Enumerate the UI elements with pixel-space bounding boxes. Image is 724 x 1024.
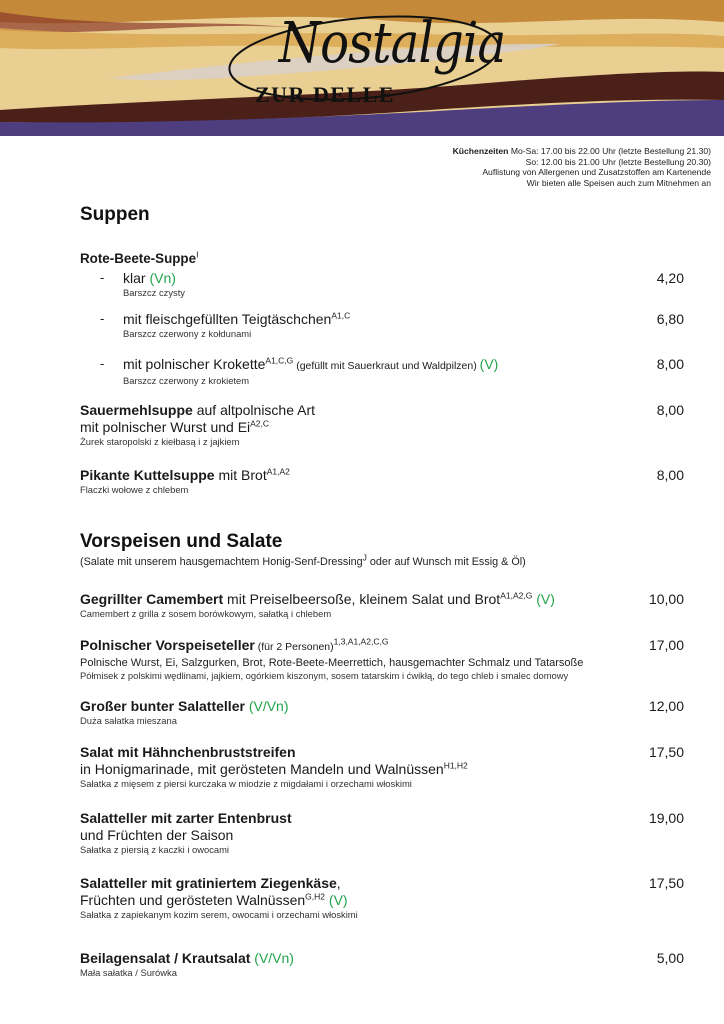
polish-name: Sałatka z mięsem z piersi kurczaka w miodzie z migdałami i orzechami włoskimi	[80, 778, 412, 789]
diet-tag: (V/Vn)	[248, 698, 289, 714]
diet-tag: (V)	[328, 892, 348, 908]
item-name: Großer bunter Salatteller	[80, 698, 245, 714]
takeaway-note: Wir bieten alle Speisen auch zum Mitnehmen an	[526, 177, 711, 188]
diet-tag: (V)	[479, 356, 499, 372]
price: 5,00	[656, 950, 684, 966]
polish-name: Mała sałatka / Surówka	[80, 967, 177, 978]
menu-item-ziegenkaese	[80, 875, 704, 921]
menu-item-salatteller	[80, 698, 704, 727]
allergen-note: Auflistung von Allergenen und Zusatzstoffen am Kartenende	[482, 167, 711, 177]
polish-name: Żurek staropolski z kiełbasą i z jajkiem	[80, 436, 240, 447]
polish-name: Flaczki wołowe z chlebem	[80, 484, 189, 495]
allergen-sup: A1,C,G	[265, 355, 294, 366]
item-name: Salatteller mit zarter Entenbrust	[80, 810, 292, 826]
allergen-sup: A1,A2,G	[500, 590, 533, 601]
item-line2: Früchten und gerösteten Walnüssen	[80, 892, 306, 908]
menu-item-sauermehlsuppe	[80, 402, 704, 448]
price: 4,20	[656, 270, 684, 286]
section-note	[80, 552, 526, 568]
variant-name: klar	[123, 270, 150, 286]
allergen-sup: A1,A2	[266, 466, 290, 477]
menu-item-camembert	[80, 591, 704, 620]
allergen-sup: A2,C	[250, 418, 270, 429]
polish-name: Camembert z grilla z sosem borówkowym, sałatką i chlebem	[80, 608, 332, 619]
header-banner	[0, 0, 724, 136]
item-line2: mit polnischer Wurst und Ei	[80, 419, 251, 435]
polish-name: Sałatka z zapiekanym kozim serem, owocami i orzechami włoskimi	[80, 909, 358, 920]
menu-item-vorspeiseteller	[80, 637, 704, 682]
diet-tag: (V/Vn)	[254, 950, 294, 966]
logo-script: Nostalgia	[278, 11, 506, 76]
item-description: Polnische Wurst, Ei, Salzgurken, Brot, Rote-Beete-Meerrettich, hausgemachter Schmalz und Tatarsoße	[80, 657, 584, 669]
price: 10,00	[648, 591, 684, 607]
item-name-rest: mit Brot	[214, 467, 267, 483]
allergen-sup: 1,3,A1,A2,C,G	[333, 636, 389, 647]
menu-item-haehnchen-salat	[80, 744, 704, 790]
dash: -	[100, 311, 105, 326]
item-name: Salat mit Hähnchenbruststreifen	[80, 744, 296, 760]
logo-subtitle: ZUR DELLE	[255, 82, 396, 107]
price: 19,00	[648, 810, 684, 826]
menu-item-beilagensalat	[80, 950, 704, 979]
variant-name: mit polnischer Krokette	[123, 356, 266, 372]
polish-name: Sałatka z piersią z kaczki i owocami	[80, 844, 230, 855]
price: 17,00	[648, 637, 684, 653]
note-text: (Salate mit unserem hausgemachtem Honig-Senf-Dressing	[80, 556, 363, 568]
polish-name: Półmisek z polskimi wędlinami, jajkiem, ogórkiem kiszonym, sosem tatarskim i ćwikłą, do tego chleb i smalec domowy	[80, 670, 569, 681]
price: 17,50	[648, 875, 684, 891]
hours-sunday: So: 12.00 bis 21.00 Uhr (letzte Bestellung 20.30)	[525, 156, 711, 167]
dash: -	[100, 270, 105, 285]
hours-weekday: Mo-Sa: 17.00 bis 22.00 Uhr (letzte Bestellung 21.30)	[510, 146, 711, 156]
allergen-sup: H1,H2	[443, 760, 468, 771]
item-name-note: (für 2 Personen)	[254, 641, 334, 653]
allergen-sup: J	[362, 552, 367, 563]
price: 12,00	[648, 698, 684, 714]
item-name: Salatteller mit gratiniertem Ziegenkäse	[80, 875, 337, 891]
price: 8,00	[656, 356, 684, 372]
item-name: Pikante Kuttelsuppe	[80, 467, 215, 483]
section-title-suppen: Suppen	[80, 204, 150, 225]
item-name-rest: auf altpolnische Art	[192, 402, 316, 418]
item-name-rest: mit Preiselbeersoße, kleinem Salat und Brot	[223, 591, 501, 607]
polish-name: Barszcz czerwony z kołdunami	[123, 328, 252, 339]
price: 17,50	[648, 744, 684, 760]
polish-name: Duża sałatka mieszana	[80, 715, 177, 726]
item-name: Gegrillter Camembert	[80, 591, 224, 607]
price: 8,00	[656, 467, 684, 483]
menu-item-rote-beete	[80, 250, 704, 267]
diet-tag: (V)	[536, 591, 555, 607]
polish-name: Barszcz czysty	[123, 287, 185, 298]
note-text-rest: oder auf Wunsch mit Essig & Öl)	[366, 556, 526, 568]
item-line2: in Honigmarinade, mit gerösteten Mandeln und Walnüssen	[80, 761, 444, 777]
allergen-sup: I	[196, 249, 199, 260]
dash: -	[100, 356, 105, 371]
price: 8,00	[656, 402, 684, 418]
diet-tag: (Vn)	[149, 270, 176, 286]
section-title-vorspeisen: Vorspeisen und Salate	[80, 531, 283, 552]
item-name: Beilagensalat / Krautsalat	[80, 950, 251, 966]
polish-name: Barszcz czerwony z krokietem	[123, 375, 250, 386]
item-line2: und Früchten der Saison	[80, 827, 234, 843]
price: 6,80	[656, 311, 684, 327]
item-name: Rote-Beete-Suppe	[80, 251, 197, 266]
menu-item-kuttelsuppe	[80, 467, 704, 496]
variant-note: (gefüllt mit Sauerkraut und Waldpilzen)	[293, 360, 480, 372]
item-name-rest: ,	[336, 875, 341, 891]
menu-item-entenbrust	[80, 810, 704, 856]
menu-variant-teigtaschchen	[80, 311, 704, 340]
allergen-sup: A1,C	[331, 310, 351, 321]
info-block	[453, 146, 711, 188]
item-name: Polnischer Vorspeiseteller	[80, 637, 255, 653]
hours-label: Küchenzeiten	[452, 146, 509, 156]
menu-variant-klar	[80, 270, 704, 299]
variant-name: mit fleischgefüllten Teigtäschchen	[123, 311, 332, 327]
item-name: Sauermehlsuppe	[80, 402, 193, 418]
allergen-sup: G,H2	[305, 891, 326, 902]
menu-variant-krokette	[80, 356, 704, 387]
